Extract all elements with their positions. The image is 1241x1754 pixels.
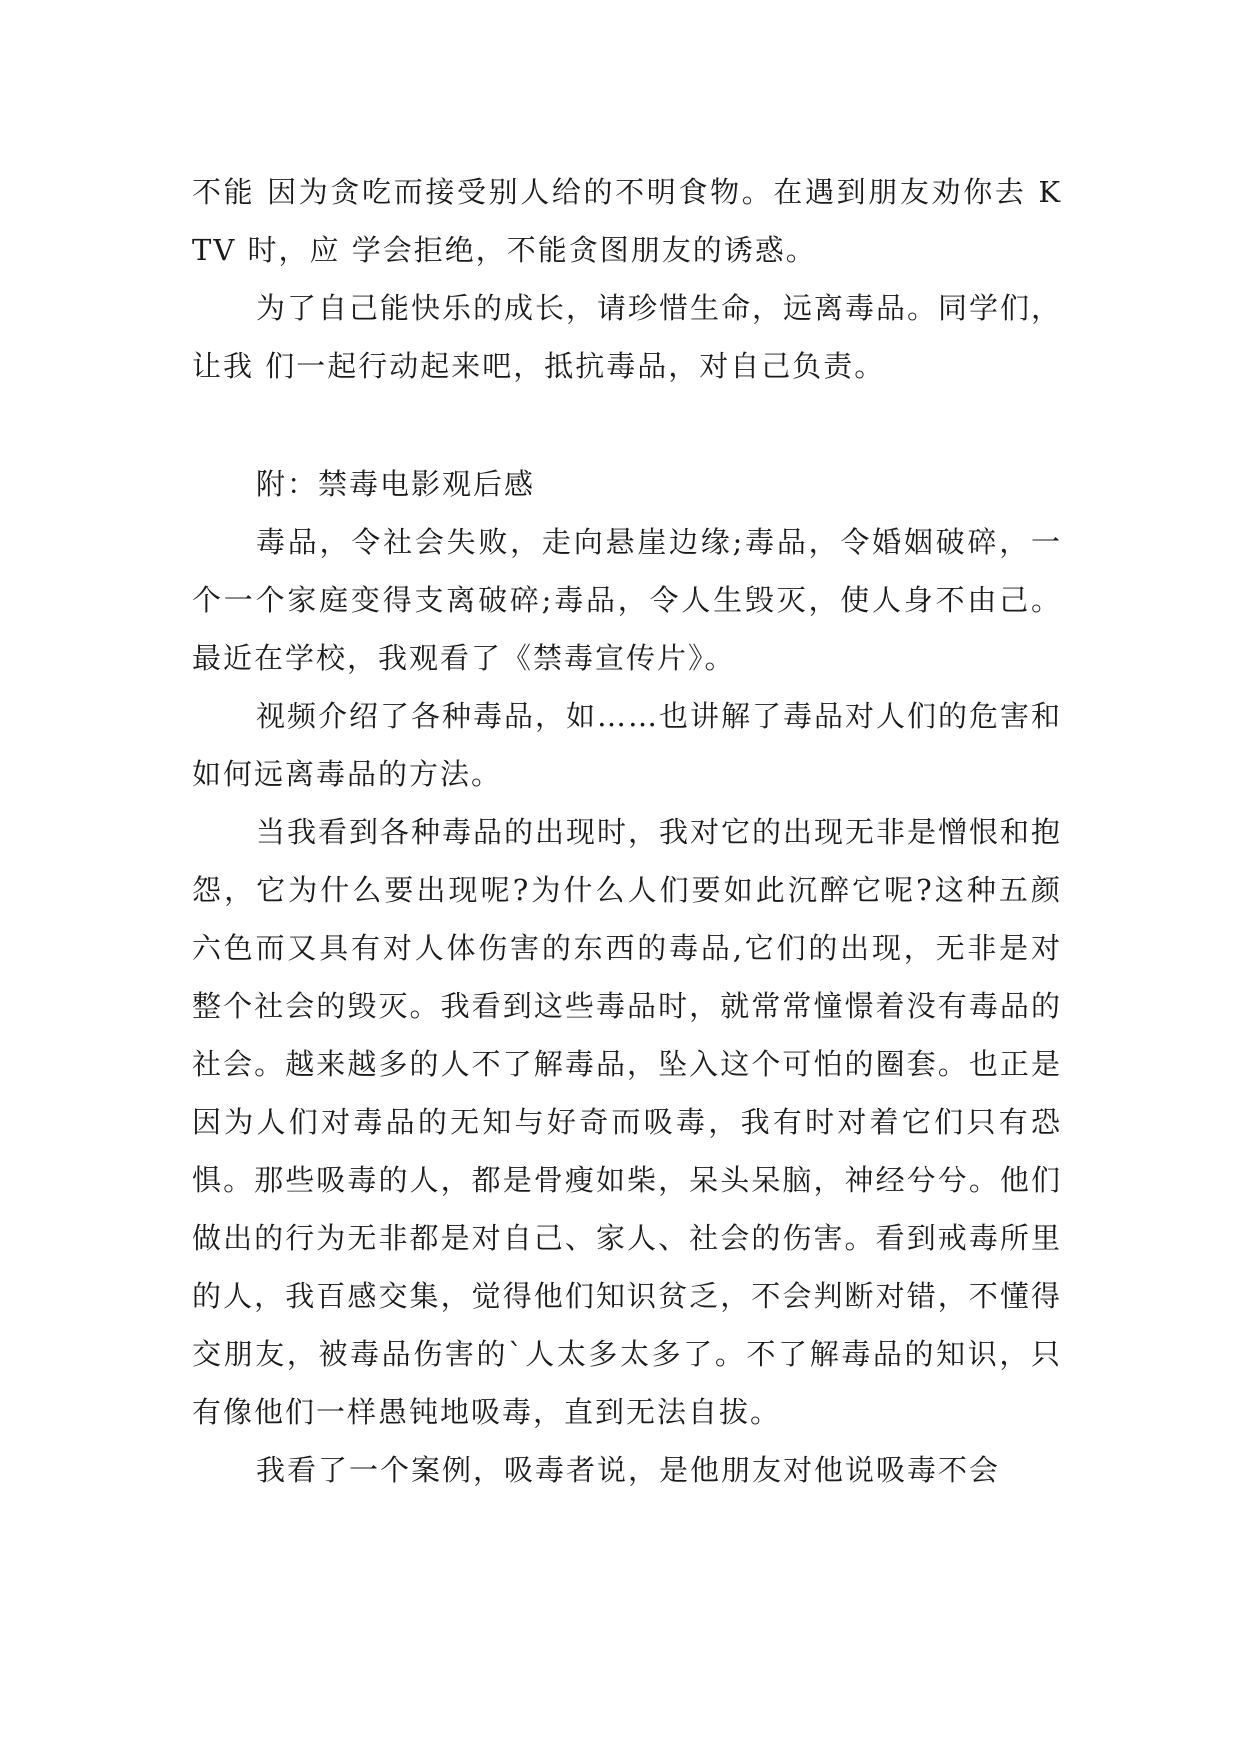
appendix-heading: 附：禁毒电影观后感: [256, 467, 536, 501]
body-paragraph: 毒品，令社会失败，走向悬崖边缘;毒品，令婚姻破碎，一个一个家庭变得支离破碎;毒品，令人生毁灭，使人身不由己。最近在学校，我观看了《禁毒宣传片》。: [192, 525, 1062, 675]
closing-paragraph: 为了自己能快乐的成长，请珍惜生命，远离毒品。同学们，让我 们一起行动起来吧，抵抗毒品，对自己负责。: [192, 291, 1063, 383]
continued-paragraph: 不能 因为贪吃而接受别人给的不明食物。在遇到朋友劝你去 KTV 时，应 学会拒绝，不能贪图朋友的诱惑。: [192, 175, 1062, 267]
body-paragraph: 我看了一个案例，吸毒者说，是他朋友对他说吸毒不会: [256, 1453, 1001, 1487]
document-page: [192, 163, 1062, 1499]
body-paragraph: 视频介绍了各种毒品，如……也讲解了毒品对人们的危害和如何远离毒品的方法。: [192, 699, 1063, 791]
section-gap: [192, 395, 1062, 455]
body-paragraph: 当我看到各种毒品的出现时，我对它的出现无非是憎恨和抱怨，它为什么要出现呢?为什么人们要如此沉醉它呢?这种五颜六色而又具有对人体伤害的东西的毒品,它们的出现，无非是对整个社会的毁灭。我看到这些毒品时，就常常憧憬着没有毒品的社会。越来越多的人不了解毒品，坠入这个可怕的圈套。也正是因为人们对毒品的无知与好奇而吸毒，我有时对着它们只有恐惧。那些吸毒的人，都是骨瘦如柴，呆头呆脑，神经兮兮。他们做出的行为无非都是对自己、家人、社会的伤害。看到戒毒所里的人，我百感交集，觉得他们知识贫乏，不会判断对错，不懂得交朋友，被毒品伤害的`人太多太多了。不了解毒品的知识，只有像他们一样愚钝地吸毒，直到无法自拔。: [192, 815, 1063, 1429]
